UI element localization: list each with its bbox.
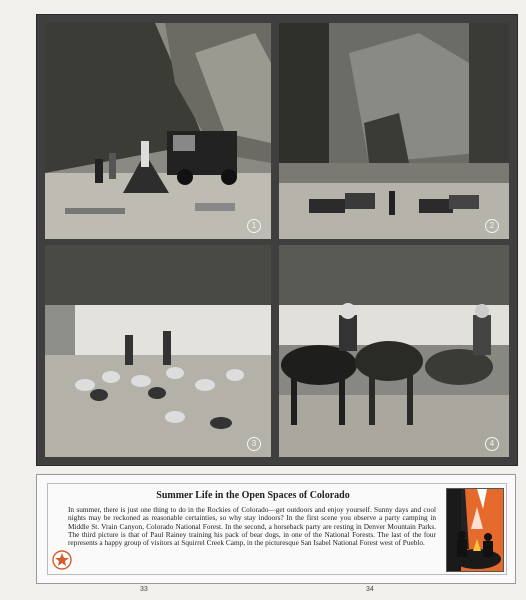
campfire-vignette (446, 488, 504, 572)
caption-panel (47, 483, 507, 575)
caption-text: In summer, there is just one thing to do in the Rockies of Colorado—get outdoors and enjoy yourself. Sunny days and cool nights may be reckoned as reasonable certainties, so why stay indoors? In the first scene you observe a party camping in Middle St. Vrain Canyon, Colorado National Forest. In the second, a horseback party are resting in Denver Mountain Parks. The third picture is that of Paul Rainey training his pack of bear dogs, in one of the National Forests. The last of the four represents a happy group of visitors at Squirrel Creek Camp, in the picturesque San Isabel National Forest west of Pueblo. (68, 505, 436, 548)
caption-title: Summer Life in the Open Spaces of Colorado (156, 490, 350, 501)
photo-number: 4 (485, 437, 499, 451)
emblem-icon (52, 550, 72, 570)
photo-bear-dogs (45, 245, 271, 457)
caption-box (36, 474, 516, 584)
page-number-right: 34 (366, 586, 374, 593)
photo-squirrel-creek-camp (279, 245, 509, 457)
photo-grid (36, 14, 518, 466)
photo-horseback-party (279, 23, 509, 239)
photo-number: 3 (247, 437, 261, 451)
photo-number: 2 (485, 219, 499, 233)
photo-camp-car (45, 23, 271, 239)
photo-number: 1 (247, 219, 261, 233)
page-number-left: 33 (140, 586, 148, 593)
